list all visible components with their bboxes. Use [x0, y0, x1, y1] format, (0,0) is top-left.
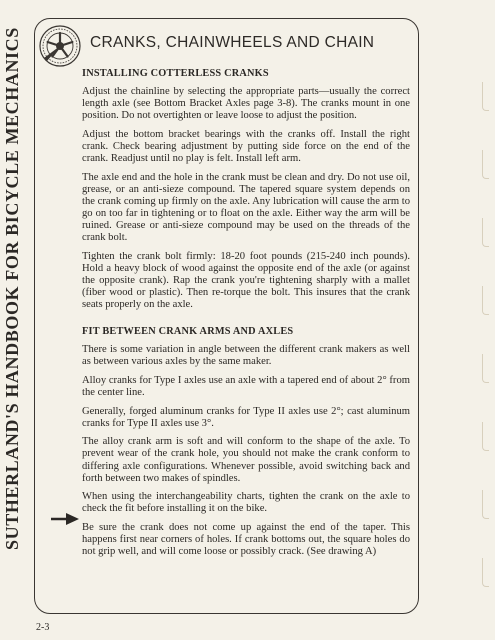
page-number: 2-3	[36, 622, 50, 633]
chainwheel-logo-icon	[38, 24, 82, 68]
binder-edge-mark	[482, 422, 489, 451]
binder-edge-mark	[482, 218, 489, 247]
paragraph: The alloy crank arm is soft and will conform to the shape of the axle. To prevent wear of the crank hole, you should not make the crank conform to differing axle configurations. Whenever possible, avoid switching back and forth between two makes of spindles.	[82, 436, 410, 484]
section-heading-installing-cotterless-cranks: INSTALLING COTTERLESS CRANKS	[82, 68, 269, 79]
paragraph: Adjust the chainline by selecting the appropriate parts—usually the correct length axle (see Bottom Bracket Axles page 3-8). The cranks mount in one position. Do not overtighten or leave loose to adjust the position.	[82, 86, 410, 122]
binder-edge-mark	[482, 354, 489, 383]
paragraph: The axle end and the hole in the crank must be clean and dry. Do not use oil, grease, or an anti-sieze compound. The tapered square system depends on the crank coming up firmly on the axle. Any lubrication will cause the arm to go on too far in tightening or to float on the axle. Either way the arm will be ruined. Grease or anti-sieze compound may be used on the threads of the crank bolt.	[82, 171, 410, 244]
paragraph: There is some variation in angle between the different crank makers as well as between various axles by the same maker.	[82, 344, 410, 368]
paragraph: Generally, forged aluminum cranks for Type II axles use 2°; cast aluminum cranks for Type II axles use 3°.	[82, 405, 410, 429]
binder-edge-mark	[482, 150, 489, 179]
paragraph: Tighten the crank bolt firmly: 18-20 foot pounds (215-240 inch pounds). Hold a heavy block of wood against the opposite end of the axle (or against the opposite crank). Rap the crank you're tightening sharply with a mallet (fiber wood or plastic). Then re-torque the bolt. This insures that the crank seats properly on the axle.	[82, 250, 410, 311]
paragraph: Alloy cranks for Type I axles use an axle with a tapered end of about 2° from the center line.	[82, 374, 410, 399]
binder-edge-mark	[482, 286, 489, 315]
page-content	[82, 68, 410, 565]
pointer-arrow-icon	[50, 512, 80, 526]
chapter-title: CRANKS, CHAINWHEELS AND CHAIN	[90, 34, 375, 51]
section-heading-fit-between-crank-arms-and-axles: FIT BETWEEN CRANK ARMS AND AXLES	[82, 326, 294, 338]
paragraph-highlighted: When using the interchangeability charts, tighten the crank on the axle to check the fit before installing it on the bike.	[82, 491, 410, 515]
book-title: SUTHERLAND'S HANDBOOK FOR BICYCLE MECHANICS	[2, 27, 22, 550]
book-spine	[0, 0, 32, 640]
binder-edge-mark	[482, 558, 489, 587]
paragraph: Adjust the bottom bracket bearings with the cranks off. Install the right crank. Check bearing adjustment by putting side force on the end of the crank. Readjust until no play is felt. Install left arm.	[82, 128, 410, 165]
binder-edge-mark	[482, 82, 489, 111]
paragraph: Be sure the crank does not come up against the end of the taper. This happens first near corners of holes. If crank bottoms out, the square holes do not grip well, and will come loose or possibly crack. (See drawing A)	[82, 521, 410, 558]
binder-edge-mark	[482, 490, 489, 519]
